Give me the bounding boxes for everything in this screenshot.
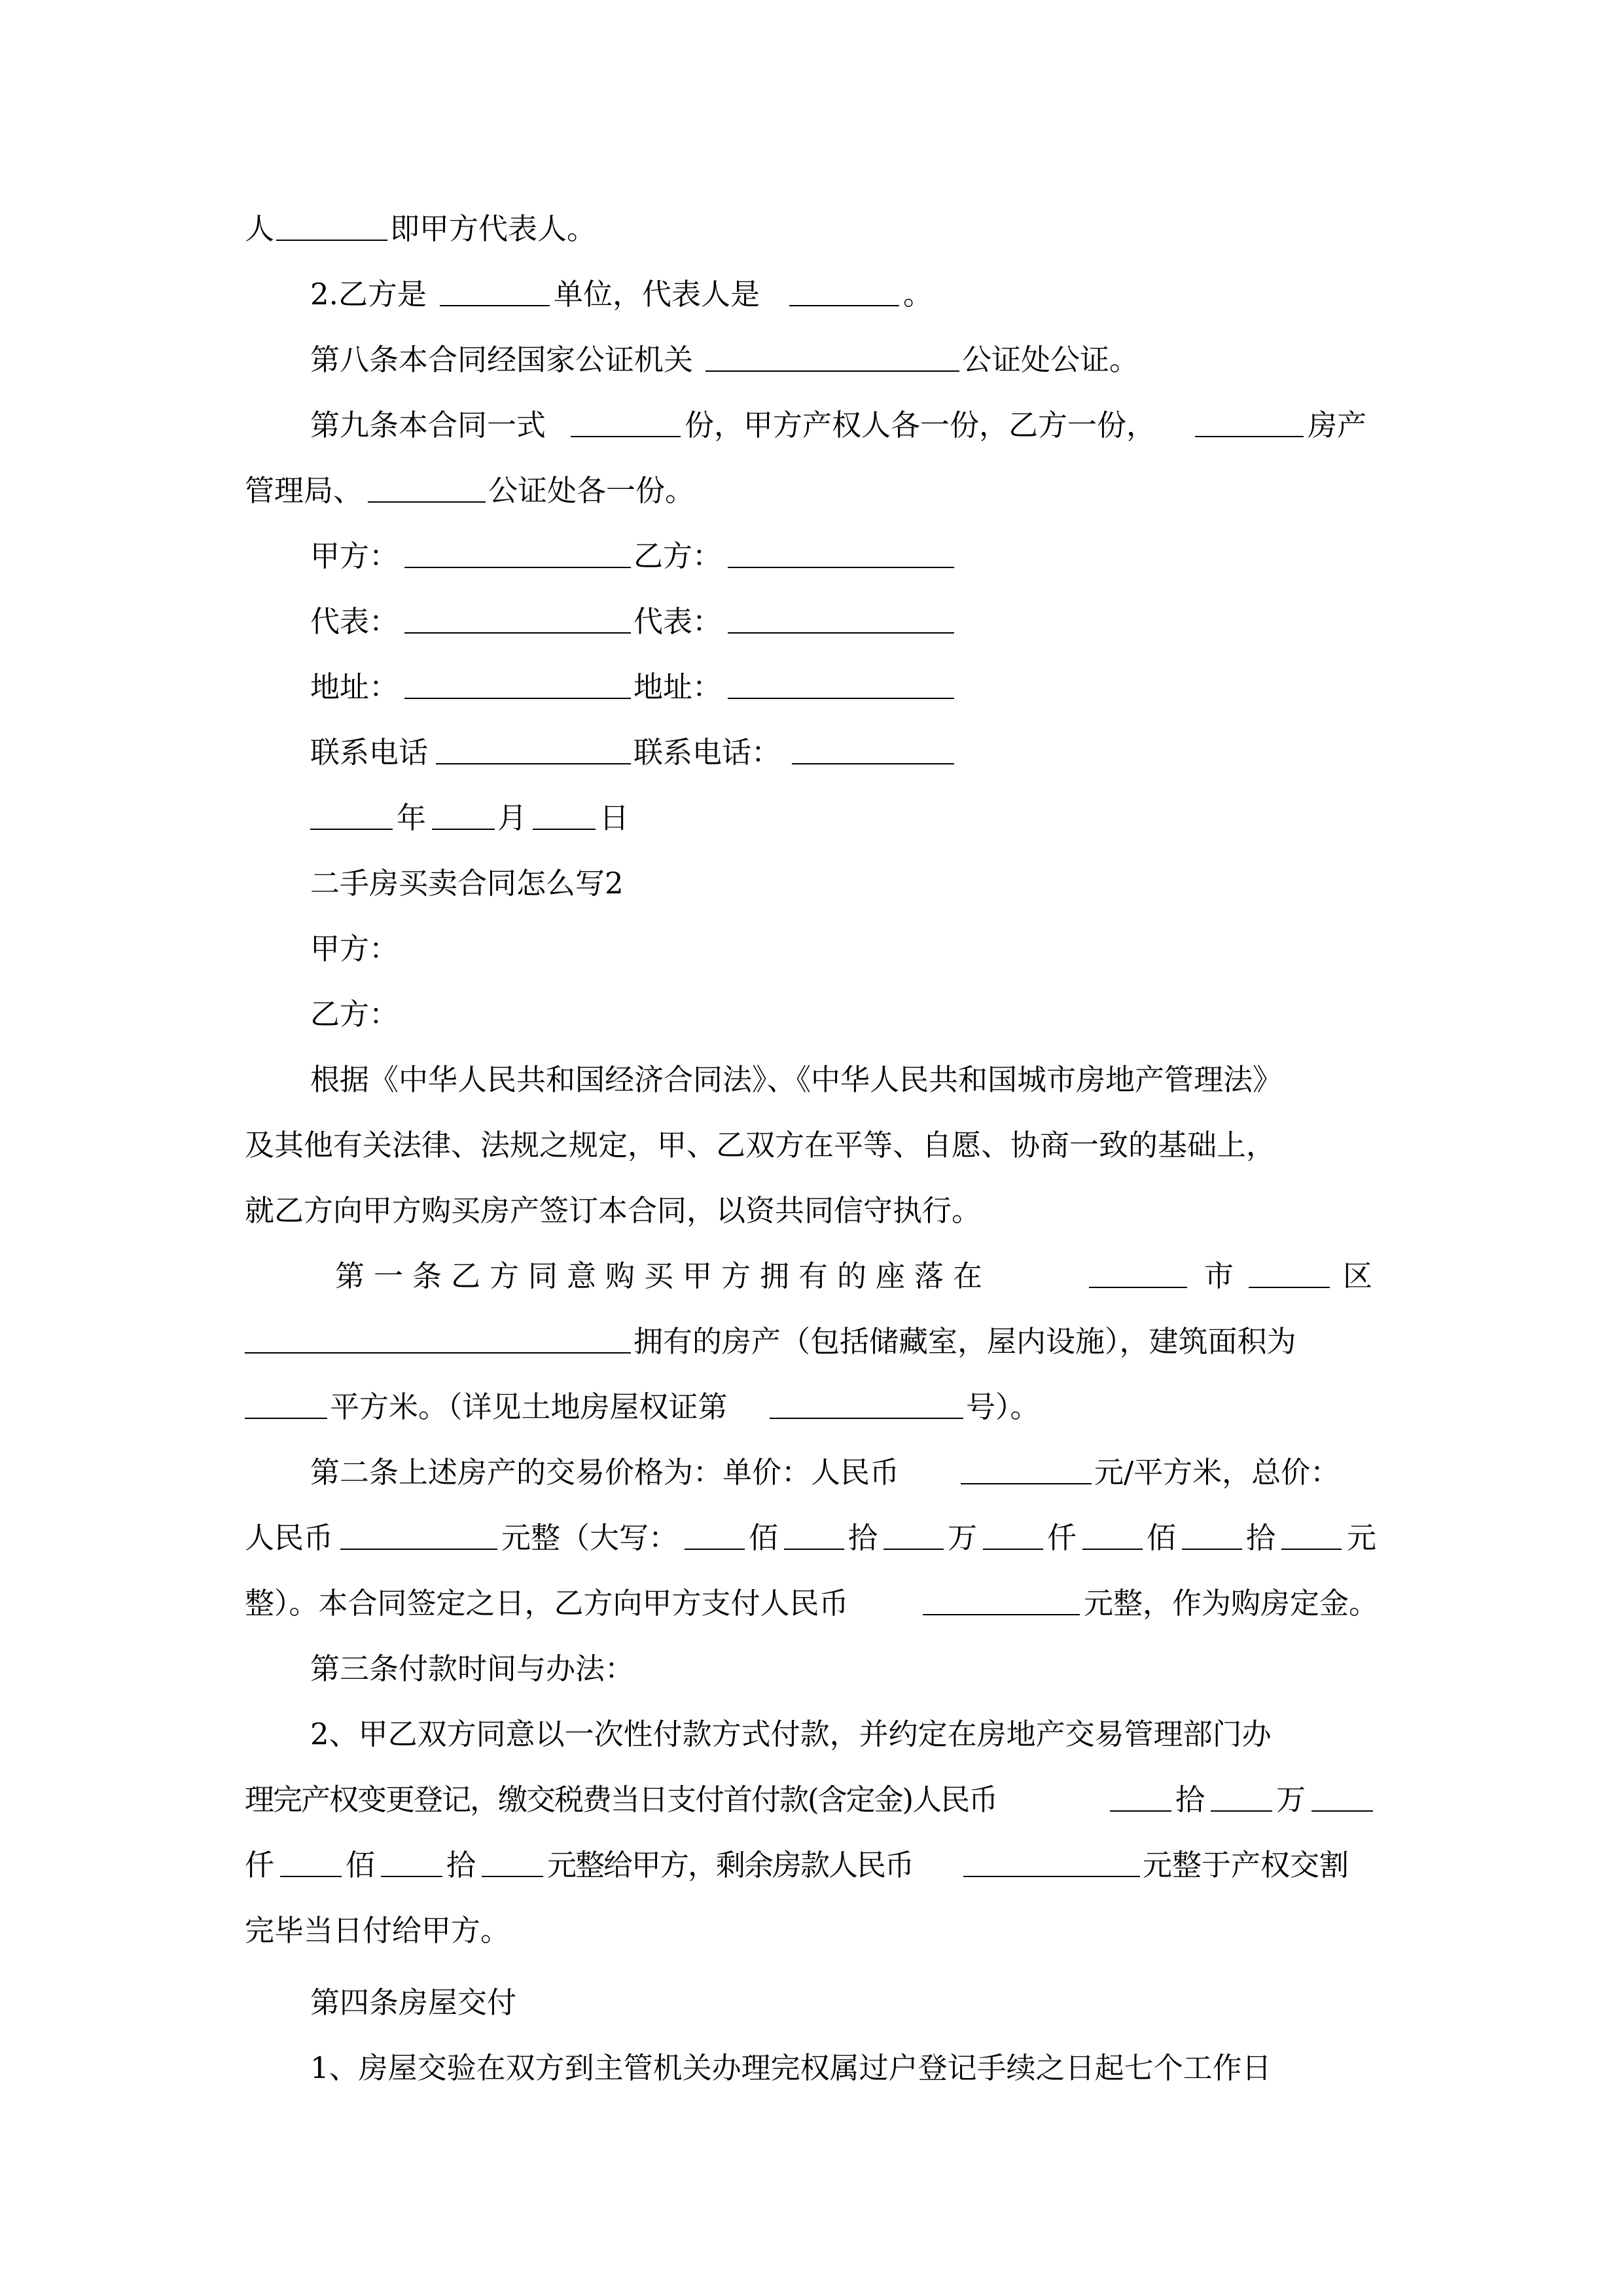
blank-line [685, 1549, 745, 1550]
blank-line [1110, 1810, 1171, 1812]
blank-line [770, 1418, 963, 1419]
text-segment: 市 [1204, 1259, 1234, 1293]
text-segment: 元/平方米，总价： [1094, 1455, 1340, 1490]
blank-line [245, 1352, 631, 1354]
blank-line [728, 632, 954, 634]
blank-line [245, 1418, 327, 1419]
text-segment: 第四条房屋交付 [310, 1985, 517, 2020]
blank-line [961, 1483, 1092, 1484]
text-segment: 地址： [633, 670, 722, 704]
line-party-a [0, 916, 1623, 982]
line-article-9 [0, 393, 1623, 458]
blank-line [784, 1549, 844, 1550]
text-segment: 佰 [749, 1520, 779, 1555]
text-segment: 乙方： [310, 997, 399, 1031]
line-party-signature [0, 524, 1623, 589]
text-segment: 元 [1347, 1520, 1377, 1555]
text-segment: 就乙方向甲方购买房产签订本合同，以资共同信守执行。 [245, 1193, 982, 1228]
section-title [0, 851, 1623, 916]
text-segment: 2.乙方是 [310, 277, 427, 312]
text-segment: 联系电话 [310, 735, 429, 770]
text-segment: 代表： [633, 604, 722, 639]
blank-line [1082, 1549, 1143, 1550]
text-segment: 份，甲方产权人各一份，乙方一份， [685, 408, 1156, 442]
blank-line [340, 1549, 497, 1550]
blank-line [983, 1549, 1043, 1550]
blank-line [1195, 436, 1304, 437]
text-segment: 第二条上述房产的交易价格为：单价：人民币 [310, 1455, 900, 1490]
text-segment: 。 [903, 277, 933, 312]
text-segment: 万 [948, 1520, 978, 1555]
blank-line [482, 1876, 543, 1877]
text-segment: 佰 [1147, 1520, 1177, 1555]
text-segment: 第一条乙方同意购买甲方拥有的座落在 [335, 1259, 992, 1293]
blank-line [1281, 1549, 1342, 1550]
text-segment: 地址： [310, 670, 399, 704]
line-signatory-representative [0, 196, 1623, 262]
text-segment: 房产 [1308, 408, 1367, 442]
line-article-4-clause [0, 2036, 1623, 2101]
text-segment: 整）。本合同签定之日，乙方向甲方支付人民币 [245, 1586, 849, 1621]
text-segment: 第八条本合同经国家公证机关 [310, 342, 694, 377]
text-segment: 号）。 [966, 1390, 1040, 1424]
text-segment: 乙方： [633, 539, 722, 573]
blank-line [432, 829, 495, 830]
line-article-3 [0, 1636, 1623, 1702]
text-segment: 拾 [1175, 1782, 1205, 1817]
text-segment: 拾 [446, 1848, 476, 1882]
line-representative-signature [0, 589, 1623, 655]
blank-line [1182, 1549, 1242, 1550]
blank-line [963, 1876, 1140, 1877]
line-article-9-cont [0, 458, 1623, 524]
blank-line [1311, 1810, 1373, 1812]
blank-line [728, 698, 954, 699]
line-article-1 [0, 1244, 1623, 1309]
blank-line [728, 567, 954, 568]
text-segment: 人 [245, 211, 275, 246]
text-segment: 单位，代表人是 [554, 277, 760, 312]
text-segment: 及其他有关法律、法规之规定，甲、乙双方在平等、自愿、协商一致的基础上， [245, 1128, 1276, 1162]
text-segment: 元整于产权交割 [1143, 1848, 1349, 1882]
blank-line [1089, 1287, 1187, 1288]
text-segment: 完毕当日付给甲方。 [245, 1913, 510, 1948]
line-article-3-clause [0, 1702, 1623, 1767]
text-segment: 仟 [1047, 1520, 1077, 1555]
line-article-4 [0, 1970, 1623, 2036]
line-article-8 [0, 327, 1623, 393]
text-segment: 甲方： [310, 931, 399, 966]
paragraph-preamble-end [0, 1178, 1623, 1244]
line-article-3-clause-amount [0, 1833, 1623, 1898]
line-article-2-deposit [0, 1571, 1623, 1636]
text-segment: 公证处各一份。 [488, 473, 695, 508]
text-segment: 元整给甲方，剩余房款人民币 [547, 1848, 914, 1882]
line-article-2-amount [0, 1505, 1623, 1571]
text-segment: 2、甲乙双方同意以一次性付款方式付款，并约定在房地产交易管理部门办 [310, 1717, 1272, 1751]
text-segment: 年 [397, 800, 427, 835]
blank-line [381, 1876, 442, 1877]
blank-line [404, 698, 631, 699]
blank-line [923, 1614, 1080, 1615]
text-segment: 根据《中华人民共和国经济合同法》、《中华人民共和国城市房地产管理法》 [310, 1062, 1283, 1097]
blank-line [276, 240, 387, 241]
blank-line [1249, 1287, 1330, 1288]
blank-line [705, 370, 959, 372]
text-segment: 拾 [1246, 1520, 1276, 1555]
text-segment: 第九条本合同一式 [310, 408, 546, 442]
line-phone [0, 720, 1623, 785]
text-segment: 代表： [310, 604, 399, 639]
text-segment: 仟 [245, 1848, 275, 1882]
blank-line [404, 567, 631, 568]
blank-line [404, 632, 631, 634]
text-segment: 即甲方代表人。 [390, 211, 597, 246]
text-segment: 公证处公证。 [962, 342, 1139, 377]
blank-line [789, 305, 899, 306]
text-segment: 万 [1276, 1782, 1306, 1817]
blank-line [368, 501, 486, 503]
line-article-1-cont [0, 1309, 1623, 1374]
blank-line [436, 763, 631, 764]
blank-line [571, 436, 681, 437]
text-segment: 平方米。（详见土地房屋权证第 [330, 1390, 728, 1424]
text-segment: 1、房屋交验在双方到主管机关办理完权属过户登记手续之日起七个工作日 [310, 2051, 1272, 2085]
paragraph-preamble [0, 1047, 1623, 1113]
text-segment: 甲方： [310, 539, 399, 573]
text-segment: 元整，作为购房定金。 [1084, 1586, 1379, 1621]
line-article-2 [0, 1440, 1623, 1505]
line-article-3-clause-cont [0, 1767, 1623, 1833]
blank-line [792, 763, 954, 764]
text-segment: 日 [599, 800, 630, 835]
line-party-b-unit [0, 262, 1623, 327]
paragraph-preamble-cont [0, 1113, 1623, 1178]
blank-line [883, 1549, 944, 1550]
text-segment: 二手房买卖合同怎么写2 [310, 866, 624, 901]
line-article-3-clause-end [0, 1898, 1623, 1964]
text-segment: 拥有的房产（包括储藏室，屋内设施），建筑面积为 [633, 1324, 1296, 1359]
text-segment: 拾 [848, 1520, 878, 1555]
text-segment: 月 [497, 800, 527, 835]
blank-line [533, 829, 596, 830]
blank-line [440, 305, 550, 306]
line-address [0, 655, 1623, 720]
text-segment: 人民币 [245, 1520, 334, 1555]
line-date [0, 785, 1623, 851]
blank-line [280, 1876, 342, 1877]
line-party-b [0, 982, 1623, 1047]
blank-line [310, 829, 393, 830]
text-segment: 联系电话： [633, 735, 781, 770]
text-segment: 佰 [346, 1848, 376, 1882]
blank-line [1211, 1810, 1272, 1812]
text-segment: 理完产权变更登记，缴交税费当日支付首付款(含定金)人民币 [245, 1782, 997, 1817]
text-segment: 区 [1343, 1259, 1373, 1293]
text-segment: 第三条付款时间与办法： [310, 1651, 635, 1686]
text-segment: 元整（大写： [501, 1520, 679, 1555]
text-segment: 管理局、 [245, 473, 363, 508]
line-article-1-end [0, 1374, 1623, 1440]
